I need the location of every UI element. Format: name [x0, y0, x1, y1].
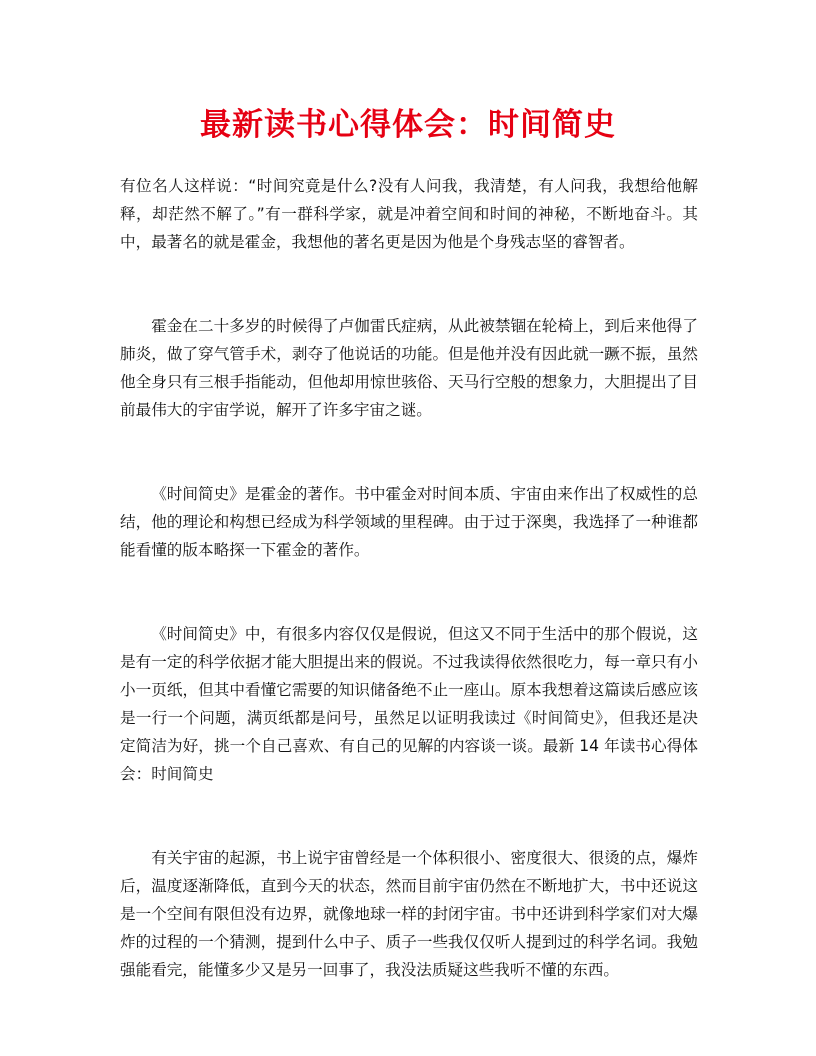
paragraph-2: 霍金在二十多岁的时候得了卢伽雷氏症病，从此被禁锢在轮椅上，到后来他得了肺炎，做了穿气管手术，剥夺了他说话的功能。但是他并没有因此就一蹶不振，虽然他全身只有三根手指能动，但他却用惊世骇俗、天马行空般的想象力，大胆提出了目前最伟大的宇宙学说，解开了许多宇宙之谜。 — [120, 317, 698, 419]
paragraph-4: 《时间简史》中，有很多内容仅仅是假说，但这又不同于生活中的那个假说，这是有一定的科学依据才能大胆提出来的假说。不过我读得依然很吃力，每一章只有小小一页纸，但其中看懂它需要的知识储备绝不止一座山。原本我想着这篇读后感应该是一行一个问题，满页纸都是问号，虽然足以证明我读过《时间简史》，但我还是决定简洁为好，挑一个自己喜欢、有自己的见解的内容谈一谈。最新 14 年读书心得体会：时间简史 — [120, 625, 698, 783]
document-body — [120, 172, 698, 984]
paragraph-1: 有位名人这样说：“时间究竟是什么?没有人问我，我清楚，有人问我，我想给他解释，却茫然不解了。”有一群科学家，就是冲着空间和时间的神秘，不断地奋斗。其中，最著名的就是霍金，我想他的著名更是因为他是个身残志坚的睿智者。 — [120, 177, 698, 251]
document-title: 最新读书心得体会：时间简史 — [200, 107, 616, 143]
paragraph-5: 有关宇宙的起源，书上说宇宙曾经是一个体积很小、密度很大、很烫的点，爆炸后，温度逐渐降低，直到今天的状态，然而目前宇宙仍然在不断地扩大，书中还说这是一个空间有限但没有边界，就像地球一样的封闭宇宙。书中还讲到科学家们对大爆炸的过程的一个猜测，提到什么中子、质子一些我仅仅听人提到过的科学名词。我勉强能看完，能懂多少又是另一回事了，我没法质疑这些我听不懂的东西。 — [120, 849, 698, 979]
paragraph-3: 《时间简史》是霍金的著作。书中霍金对时间本质、宇宙由来作出了权威性的总结，他的理论和构想已经成为科学领域的里程碑。由于过于深奥，我选择了一种谁都能看懂的版本略探一下霍金的著作。 — [120, 485, 698, 559]
